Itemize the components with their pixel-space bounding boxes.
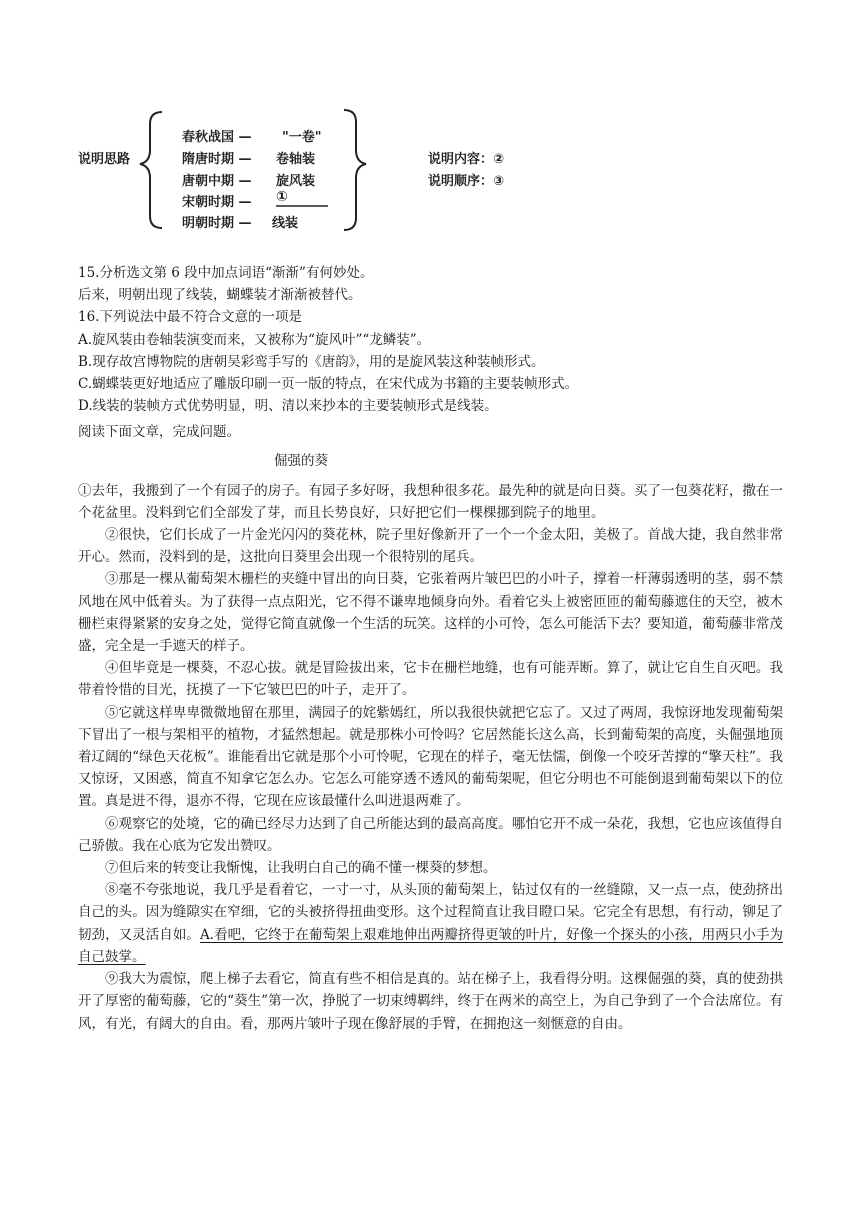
underlined-sentence-a: A.看吧，它终于在葡萄架上艰难地伸出两瓣挤得更皱的叶片，好像一个探头的小孩，用两只小手为自己鼓掌。 xyxy=(78,926,783,965)
page-content xyxy=(78,262,783,1035)
article-paragraph-4: ④但毕竟是一棵葵，不忍心拔。就是冒险拔出来，它卡在栅栏地缝，也有可能弄断。算了，就让它自生自灭吧。我带着怜惜的目光，抚摸了一下它皱巴巴的叶子，走开了。 xyxy=(78,660,783,699)
diagram-blank-marker: ① xyxy=(276,189,288,205)
diagram-period: 唐朝中期 — xyxy=(182,174,252,189)
reading-instruction: 阅读下面文章，完成问题。 xyxy=(78,424,240,441)
question-15: 15.分析选文第 6 段中加点词语“渐渐”有何妙处。 xyxy=(78,265,374,281)
article-paragraph-8 xyxy=(78,879,783,968)
diagram-form: 线装 xyxy=(272,216,299,231)
article-title: 倔强的葵 xyxy=(274,452,328,469)
diagram-form: 卷轴装 xyxy=(276,152,316,167)
article-paragraph-5: ⑤它就这样卑卑微微地留在那里，满园子的姹紫嫣红，所以我很快就把它忘了。又过了两周，我惊讶地发现葡萄架下冒出了一根与架相平的植物，才猛然想起。就是那株小可怜吗？它居然能长这么高，长到葡萄架的高度，头倔强地顶着辽阔的“绿色天花板”。谁能看出它就是那个小可怜呢，它现在的样子，毫无怯懦，倒像一个咬牙苦撑的“擎天柱”。我又惊讶，又困惑，简直不知拿它怎么办。它怎么可能穿透不透风的葡萄架呢，但它分明也不可能倒退到葡萄架以下的位置。真是进不得，退亦不得，它现在应该最懂什么叫进退两难了。 xyxy=(78,704,783,810)
diagram-label: 说明思路 xyxy=(78,152,131,167)
article-paragraph-6: ⑥观察它的处境，它的确已经尽力达到了自己所能达到的最高高度。哪怕它开不成一朵花，我想，它也应该值得自己骄傲。我在心底为它发出赞叹。 xyxy=(78,815,783,854)
diagram-braces xyxy=(0,0,860,250)
diagram-form: "一卷" xyxy=(282,130,322,145)
diagram-period: 隋唐时期 — xyxy=(182,152,252,167)
article-paragraph-7: ⑦但后来的转变让我惭愧，让我明白自己的确不懂一棵葵的梦想。 xyxy=(105,860,497,877)
article-paragraph-1: ①去年，我搬到了一个有园子的房子。有园子多好呀，我想种很多花。最先种的就是向日葵。买了一包葵花籽，撒在一个花盆里。没料到它们全部发了芽，而且长势良好，只好把它们一棵棵挪到院子的地里。 xyxy=(78,482,783,521)
question-16: 16.下列说法中最不符合文意的一项是 xyxy=(78,309,302,326)
article-paragraph-3: ③那是一棵从葡萄架木栅栏的夹缝中冒出的向日葵，它张着两片皱巴巴的小叶子，撑着一杆薄弱透明的茎，弱不禁风地在风中低着头。为了获得一点点阳光，它不得不谦卑地倾身向外。看着它头上被密匝匝的葡萄藤遮住的天空，被木栅栏束得紧紧的安身之处，觉得它简直就像一个生活的玩笑。这样的小可怜，怎么可能活下去？要知道，葡萄藤非常茂盛，完全是一手遮天的样子。 xyxy=(78,571,783,655)
diagram-period: 明朝时期 — xyxy=(182,216,252,231)
option-d: D.线装的装帧方式优势明显，明、清以来抄本的主要装帧形式是线装。 xyxy=(78,398,498,415)
article-paragraph-9: ⑨我大为震惊，爬上梯子去看它，简直有些不相信是真的。站在梯子上，我看得分明。这棵倔强的葵，真的使劲拱开了厚密的葡萄藤，它的“葵生”第一次，挣脱了一切束缚羁绊，终于在两米的高空上，为自己争到了一个合法席位。有风，有光，有阔大的自由。看，那两片皱叶子现在像舒展的手臂，在拥抱这一刻惬意的自由。 xyxy=(78,971,783,1032)
left-brace xyxy=(140,112,162,228)
diagram-order-label: 说明顺序：③ xyxy=(428,174,505,189)
option-b: B.现存故宫博物院的唐朝吴彩鸾手写的《唐韵》，用的是旋风装这种装帧形式。 xyxy=(78,353,545,370)
question-15-quote: 后来，明朝出现了线装，蝴蝶装才渐渐被替代。 xyxy=(78,287,362,304)
option-a: A.旋风装由卷轴装演变而来，又被称为“旋风叶”“龙鳞装”。 xyxy=(78,331,431,348)
diagram-content-label: 说明内容：② xyxy=(428,152,505,167)
diagram-period: 春秋战国 — xyxy=(182,130,252,145)
paragraph-8-text: ⑧毫不夸张地说，我几乎是看着它，一寸一寸，从头顶的葡萄架上，钻过仅有的一丝缝隙，又一点一点，使劲挤出自己的头。因为缝隙实在窄细，它的头被挤得扭曲变形。这个过程简直让我目瞪口呆。它完全有思想，有行动，铆足了韧劲，又灵活自如。 xyxy=(78,882,783,943)
reading-diagram xyxy=(0,0,860,250)
option-c: C.蝴蝶装更好地适应了雕版印刷一页一版的特点，在宋代成为书籍的主要装帧形式。 xyxy=(78,376,579,393)
article-paragraph-2: ②很快，它们长成了一片金光闪闪的葵花林，院子里好像新开了一个一个金太阳，美极了。首战大捷，我自然非常开心。然而，没料到的是，这批向日葵里会出现一个很特别的尾兵。 xyxy=(78,527,783,566)
diagram-period: 宋朝时期 — xyxy=(182,195,252,210)
right-brace xyxy=(344,110,366,230)
diagram-form: 旋风装 xyxy=(276,174,316,189)
